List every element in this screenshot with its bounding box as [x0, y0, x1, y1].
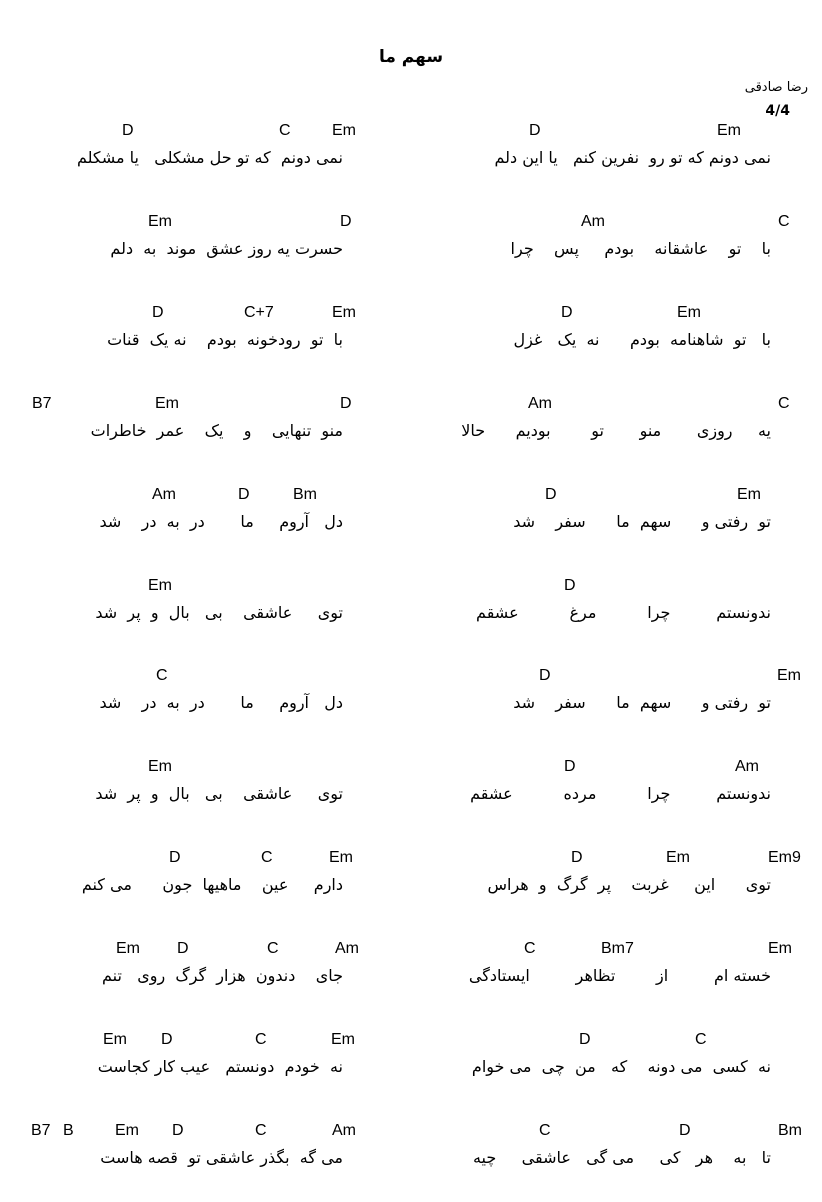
stanza-right-9 — [411, 849, 822, 929]
stanza-right-6 — [411, 577, 822, 657]
stanza-left-2 — [0, 213, 411, 293]
chord: D — [161, 1031, 173, 1048]
chord: C — [539, 1122, 551, 1139]
lyric-line: دارم عین ماهیها جون می کنم — [81, 875, 343, 894]
chord: Em — [332, 304, 356, 321]
stanza-right-5 — [411, 486, 822, 566]
chord: Em — [116, 940, 140, 957]
stanza-right-7 — [411, 667, 822, 747]
chord: Em — [666, 849, 690, 866]
chord: D — [561, 304, 573, 321]
stanza-left-6 — [0, 577, 411, 657]
chord: D — [122, 122, 134, 139]
time-signature: 4/4 — [765, 103, 790, 119]
chord: C — [695, 1031, 707, 1048]
stanza-left-9 — [0, 849, 411, 929]
lyric-line: نمی دونم که تو حل مشکلی یا مشکلم — [76, 148, 343, 167]
lyric-line: ندونستم چرا مرده عشقم — [470, 784, 771, 803]
chord: Em — [103, 1031, 127, 1048]
chord: D — [238, 486, 250, 503]
chord: Em — [331, 1031, 355, 1048]
stanza-right-3 — [411, 304, 822, 384]
stanza-right-1 — [411, 122, 822, 202]
chord: Em — [777, 667, 801, 684]
lyric-line: حسرت یه روز عشق موند به دلم — [110, 239, 343, 258]
lyric-line: تا به هر کی می گی عاشقی چیه — [472, 1148, 771, 1167]
stanza-right-8 — [411, 758, 822, 838]
stanza-right-12 — [411, 1122, 822, 1202]
chord: D — [340, 395, 352, 412]
chord: Am — [152, 486, 176, 503]
stanza-left-3 — [0, 304, 411, 384]
stanza-left-5 — [0, 486, 411, 566]
lyric-line: نه خودم دونستم عیب کار کجاست — [97, 1057, 343, 1076]
chord: D — [564, 577, 576, 594]
chord: Em — [148, 213, 172, 230]
chord: C — [778, 213, 790, 230]
stanza-left-10 — [0, 940, 411, 1020]
lyric-line: یه روزی منو تو بودیم حالا — [461, 421, 771, 440]
stanza-left-12 — [0, 1122, 411, 1202]
chord: Em — [329, 849, 353, 866]
chord: D — [571, 849, 583, 866]
chord: Am — [332, 1122, 356, 1139]
lyric-line: با تو رودخونه بودم نه یک قنات — [107, 330, 343, 349]
lyric-line: توی عاشقی بی بال و پر شد — [95, 784, 343, 803]
chord: D — [340, 213, 352, 230]
chord: C — [279, 122, 291, 139]
chord: Bm7 — [601, 940, 634, 957]
stanza-left-8 — [0, 758, 411, 838]
chord: C — [156, 667, 168, 684]
chord: Bm — [293, 486, 317, 503]
chord: C — [524, 940, 536, 957]
chord: D — [679, 1122, 691, 1139]
chord: Am — [335, 940, 359, 957]
chord: D — [529, 122, 541, 139]
stanza-right-10 — [411, 940, 822, 1020]
chord: Am — [581, 213, 605, 230]
lyric-line: منو تنهایی و یک عمر خاطرات — [90, 421, 343, 440]
chord: D — [564, 758, 576, 775]
lyric-line: توی این غربت پر گرگ و هراس — [487, 875, 771, 894]
lyric-line: تو رفتی و سهم ما سفر شد — [513, 693, 771, 712]
stanza-left-7 — [0, 667, 411, 747]
chord: C — [261, 849, 273, 866]
lyric-line: تو رفتی و سهم ما سفر شد — [513, 512, 771, 531]
chord: Em — [332, 122, 356, 139]
chord: C+7 — [244, 304, 274, 321]
lyric-line: جای دندون هزار گرگ روی تنم — [102, 966, 343, 985]
chord: C — [267, 940, 279, 957]
lyric-line: توی عاشقی بی بال و پر شد — [95, 603, 343, 622]
author-name: رضا صادقی — [744, 80, 808, 95]
chord: C — [255, 1031, 267, 1048]
chord: D — [579, 1031, 591, 1048]
lyric-line: نمی دونم که تو رو نفرین کنم یا این دلم — [494, 148, 771, 167]
chord: D — [169, 849, 181, 866]
left-column — [0, 0, 411, 1184]
chord: B7 — [31, 1122, 51, 1139]
chord: Am — [735, 758, 759, 775]
chord: Em — [148, 577, 172, 594]
chord: C — [778, 395, 790, 412]
stanza-right-2 — [411, 213, 822, 293]
lyric-line: نه کسی می دونه که من چی می خوام — [471, 1057, 771, 1076]
chord: D — [539, 667, 551, 684]
chord: Bm — [778, 1122, 802, 1139]
chord: Em — [677, 304, 701, 321]
chord: Em — [115, 1122, 139, 1139]
chord: Em — [155, 395, 179, 412]
chord: Em — [148, 758, 172, 775]
lyric-line: دل آروم ما در به در شد — [99, 512, 343, 531]
stanza-left-4 — [0, 395, 411, 475]
chord: Am — [528, 395, 552, 412]
lyric-line: دل آروم ما در به در شد — [99, 693, 343, 712]
chord: C — [255, 1122, 267, 1139]
chord: Em — [768, 940, 792, 957]
stanza-right-11 — [411, 1031, 822, 1111]
lyric-line: با تو عاشقانه بودم پس چرا — [510, 239, 771, 258]
chord: B — [63, 1122, 74, 1139]
lyric-line: می گه بگذر عاشقی تو قصه هاست — [100, 1148, 343, 1167]
chord: D — [152, 304, 164, 321]
chord: Em — [717, 122, 741, 139]
chord: Em — [737, 486, 761, 503]
stanza-left-1 — [0, 122, 411, 202]
lyric-line: با تو شاهنامه بودم نه یک غزل — [513, 330, 771, 349]
chord: D — [545, 486, 557, 503]
chord: D — [172, 1122, 184, 1139]
right-column — [411, 0, 822, 1184]
chord: D — [177, 940, 189, 957]
stanza-right-4 — [411, 395, 822, 475]
lyric-line: ندونستم چرا مرغ عشقم — [476, 603, 771, 622]
stanza-left-11 — [0, 1031, 411, 1111]
lyric-line: خسته ام از تظاهر ایستادگی — [468, 966, 771, 985]
chord: Em9 — [768, 849, 801, 866]
song-title: سهم ما — [378, 47, 444, 67]
chord: B7 — [32, 395, 52, 412]
